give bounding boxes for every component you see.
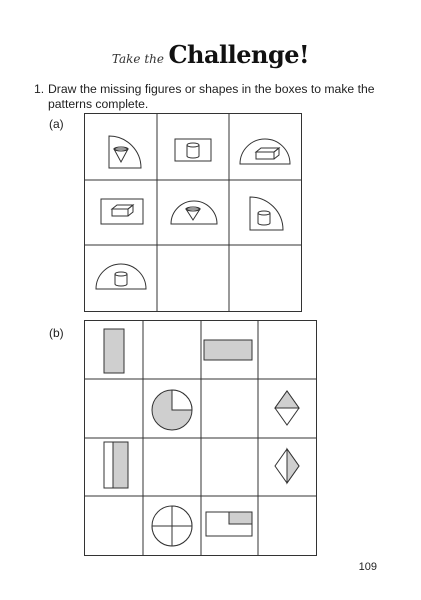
pattern-grid-b [84,320,317,556]
cell-b1-rectangle-cuboid [101,199,143,224]
question-number: 1. [34,82,45,96]
cell-b3-quarter-circle-cylinder [250,197,283,230]
title-main: Challenge! [168,40,310,69]
grid-a-drawing [85,114,301,311]
grid-b-drawing [85,321,316,555]
pattern-grid-a [84,113,302,312]
cell-r3c1-vertical-rectangle-half [104,442,128,488]
cell-r4c2-circle-three-quarters [152,506,192,546]
part-a-label: (a) [49,117,64,131]
cell-r2c4-diamond-half [275,391,299,425]
cell-a2-rectangle-cylinder [175,139,211,161]
cell-r4c3-rectangle-quarter [206,512,252,536]
page-number: 109 [358,561,377,573]
part-b-label: (b) [49,326,64,340]
cell-a3-semicircle-cuboid [240,139,290,164]
cell-c1-semicircle-cylinder [96,264,146,289]
cell-r1c1-vertical-rectangle [104,329,124,373]
title-prefix: Take the [111,52,164,66]
cell-r2c2-circle-three-quarters [152,390,192,430]
page-title [0,40,421,69]
cell-a1-quarter-circle-cone [109,136,141,168]
cell-b2-semicircle-cone [171,201,217,224]
cell-r3c4-diamond-half [275,449,299,483]
question-text: Draw the missing figures or shapes in the boxes to make the patterns complete. [48,82,375,111]
cell-r1c3-horizontal-rectangle [204,340,252,360]
